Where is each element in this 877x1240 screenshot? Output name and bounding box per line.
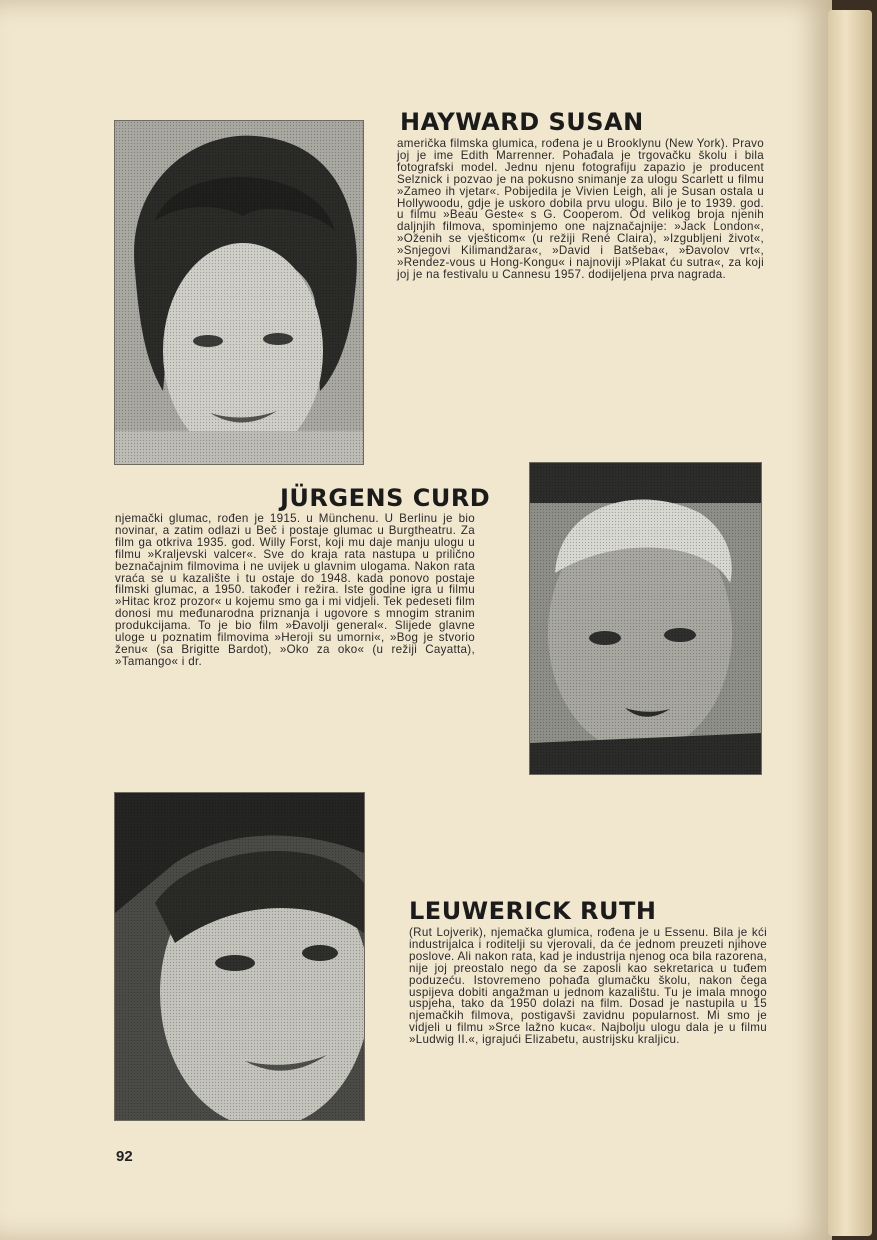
portrait-photo-leuwerick — [114, 792, 365, 1121]
portrait-photo-jurgens — [529, 462, 762, 775]
entry-title-leuwerick: LEUWERICK RUTH — [409, 897, 657, 925]
entry-bio-jurgens: njemački glumac, rođen je 1915. u Münchenu. U Berlinu je bio novinar, a zatim odlazi u Beč i postaje glumac u Burgtheatru. Za film ga otkriva 1935. god. Willy Forst, koji mu daje manju ulogu u filmu »Kraljevski valcer«. Sve do kraja rata nastupa u prilično beznačajnim filmovima i ne uvijek u glavnim ulogama. Nakon rata vraća se u kazalište i tu ostaje do 1948. kada ponovo postaje filmski glumac, a 1950. također i režira. Iste godine igra u filmu »Hitac kroz prozor« u kojemu smo ga i mi vidjeli. Tek pedeseti film donosi mu međunarodna priznanja i ugovore s mnogim stranim produkcijama. To je bio film »Đavolji general«. Slijede glavne uloge u poznatim filmovima »Heroji su umorni«, »Bog je stvorio ženu« (sa Brigitte Bardot), »Oko za oko« (u režiji Cayatta), »Tamango« i dr. — [115, 512, 475, 668]
portrait-photo-hayward — [114, 120, 364, 465]
entry-title-hayward: HAYWARD SUSAN — [400, 108, 644, 136]
entry-bio-leuwerick: (Rut Lojverik), njemačka glumica, rođena je u Essenu. Bila je kći industrijalca i roditelji su vjerovali, da će jednom preuzeti njihove poslove. Ali nakon rata, kad je industrija njenog oca bila razorena, nije joj preostalo nego da se zaposli kao sekretarica u tuđem poduzeću. Istovremeno pohađa glumačku školu, nakon čega uspijeva dobiti angažman u jednom kazalištu. Tu je imala mnogo uspjeha, tako da 1950 dolazi na film. Dosad je nastupila u 15 njemačkih filmova, postigavši zavidnu popularnost. Mi smo je vidjeli u filmu »Srce lažno kuca«. Najbolju ulogu dala je u filmu »Ludwig II.«, igrajući Elizabetu, austrijsku kraljicu. — [409, 926, 767, 1047]
entry-bio-hayward: američka filmska glumica, rođena je u Brooklynu (New York). Pravo joj je ime Edith Marrenner. Pohađala je trgovačku školu i bila fotografski model. Jednu njenu fotografiju zapazio je producent Selznick i pozvao je na pokusno snimanje za ulogu Scarlett u filmu »Zameo ih vjetar«. Pobijedila je Vivien Leigh, ali je Susan ostala u Hollywoodu, gdje je uskoro dobila prvu ulogu. Bilo je to 1939. god. u filmu »Beau Geste« s G. Cooperom. Od velikog broja njenih daljnjih filmova, spominjemo one najznačajnije: »Jack London«, »Oženih se vješticom« (u režiji René Claira), »Izgubljeni život«, »Snjegovi Kilimandžara«, »David i Batšeba«, »Đavolov vrt«, »Rendez-vous u Hong-Kongu« i najnoviji »Plakat ću sutra«, za koji joj je na festivalu u Cannesu 1957. dodijeljena prva nagrada. — [397, 137, 764, 281]
facing-page-edge — [828, 10, 872, 1236]
entry-title-jurgens: JÜRGENS CURD — [280, 484, 491, 512]
page-number: 92 — [116, 1148, 133, 1165]
